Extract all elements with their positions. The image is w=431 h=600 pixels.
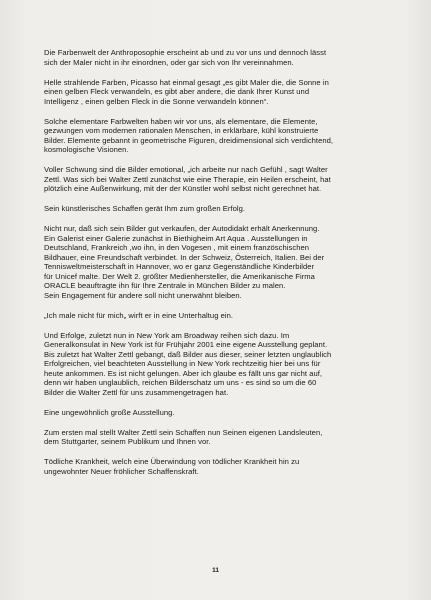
page-number: 11 [212, 567, 219, 574]
paragraph-10: Zum ersten mal stellt Walter Zettl sein Schaffen nun Seinen eigenen Landsleuten, dem Stuttgarter, seinem Publikum und Ihnen vor. [44, 427, 323, 446]
paragraph-3: Solche elementare Farbwelten haben wir vor uns, als elementare, die Elemente, gezwungen vom modernen rationalen Menschen, in erklärbare, kühl konstruierte Bilder. Elemente gebannt in geometrische Figuren, dreidimensional sich verdichtend, kosmologische Visionen. [44, 116, 334, 154]
paragraph-5: Sein künstlerisches Schaffen gerät Ihm zum großen Erfolg. [44, 204, 246, 213]
paragraph-11: Tödliche Krankheit, welch eine Überwindung von tödlicher Krankheit hin zu ungewohnter Neuer fröhlicher Schaffenskraft. [44, 457, 300, 476]
body-text [44, 48, 390, 487]
paragraph-2: Helle strahlende Farben, Picasso hat einmal gesagt „es gibt Maler die, die Sonne in einen gelben Fleck verwandeln, es gibt aber andere, die dank Ihrer Kunst und Intelligenz , einen gelben Fleck in die Sonne verwandeln können“. [44, 77, 329, 106]
paragraph-8: Und Erfolge, zuletzt nun in New York am Broadway reihen sich dazu. Im Generalkonsulat in New York ist für Frühjahr 2001 eine eigene Ausstellung geplant. Bis zuletzt hat Walter Zettl gebangt, daß Bilder aus dieser, seiner letzten unglaublich Erfolgreichen, viel beachteten Ausstellung in New York rechtzeitig hier bei uns für heute ankommen. Es ist nicht gelungen. Aber ich glaube es fällt uns gar nicht auf, denn wir haben unglaublich, reichen Bilderschatz um uns - es sind so um die 60 Bilder die Walter Zettl für uns zusammengetragen hat. [44, 330, 332, 397]
paragraph-1: Die Farbenwelt der Anthroposophie erscheint ab und zu vor uns und dennoch lässt sich der Maler nicht in ihr einordnen, oder gar sich von Ihr vereinnahmen. [44, 48, 327, 67]
paragraph-6: Nicht nur, daß sich sein Bilder gut verkaufen, der Autodidakt erhält Anerkennung. Ein Galerist einer Galerie zunächst in Biethigheim Art Aqua . Ausstellungen in Deutschland, Frankreich ,wo ihn, in den Vogesen , mit einem französchischen Bildhauer, eine Freundschaft verbindet. In der Schweiz, Österreich, Italien. Bei der Tennisweltmeisterschaft in Hannover, wo er ganz Gegenständliche Kinderbilder für Unicef malte. Der Welt 2. größter Medienhersteller, die Amerikanische Firma ORACLE beauftragte ihn für Ihre Zentrale in München Bilder zu malen. Sein Engagement für andere soll nicht unerwähnt bleiben. [44, 224, 325, 300]
paragraph-4: Voller Schwung sind die Bilder emotional, „ich arbeite nur nach Gefühl , sagt Walter Zettl. Was sich bei Walter Zettl zunächst wie eine Therapie, ein Heilen erscheint, hat plötzlich eine Außenwirkung, mit der der Künstler wohl selbst nicht gerechnet hat. [44, 165, 331, 193]
paragraph-9: Eine ungewöhnlich große Ausstellung. [44, 407, 175, 417]
paragraph-7: „Ich male nicht für mich„ wirft er in eine Unterhaltug ein. [44, 310, 234, 320]
